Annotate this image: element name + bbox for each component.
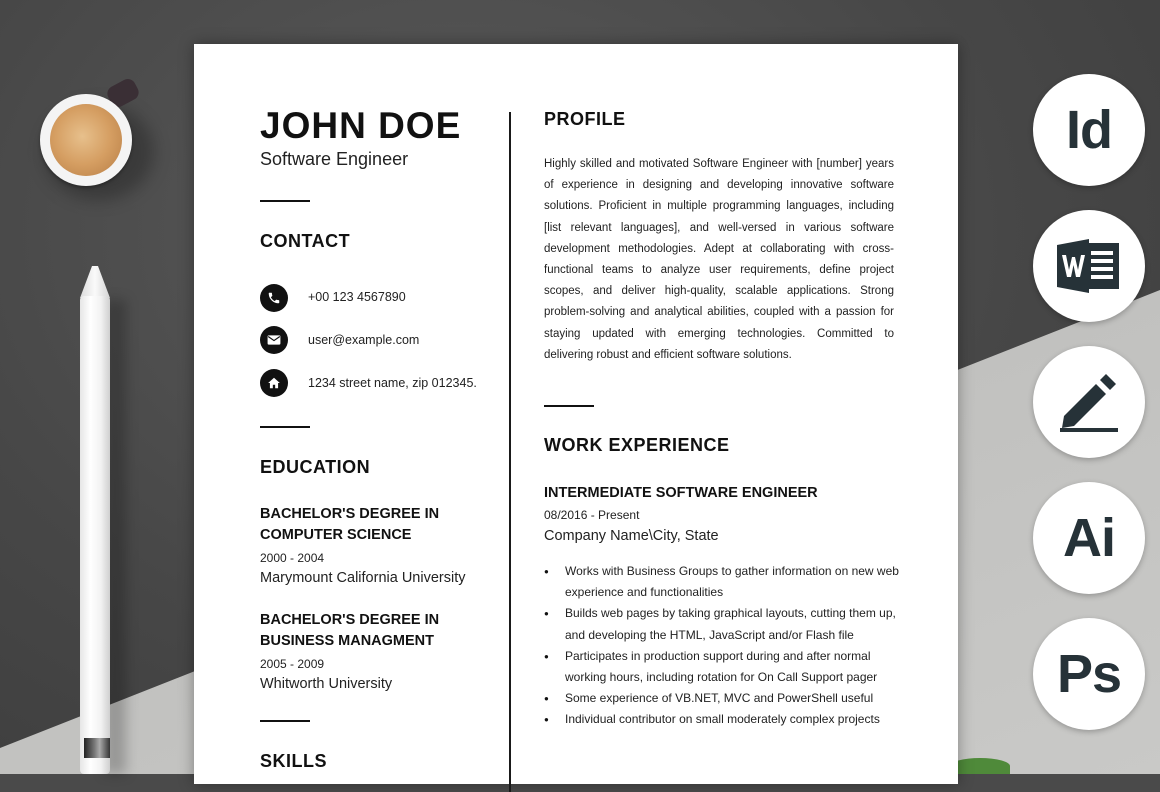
list-item: ● Participates in production support during and after normal working hours, including rotation for On Call Support pager [544, 646, 904, 688]
contact-address: 1234 street name, zip 012345. [308, 376, 477, 390]
degree-1-line1: BACHELOR'S DEGREE IN [260, 506, 440, 522]
pencil [80, 296, 110, 774]
degree-1-years: 2000 - 2004 [260, 551, 325, 565]
profile-heading: PROFILE [544, 109, 626, 129]
divider [544, 405, 594, 407]
skills-heading: SKILLS [260, 751, 328, 771]
work-heading: WORK EXPERIENCE [544, 435, 730, 455]
degree-2-line1: BACHELOR'S DEGREE IN [260, 612, 440, 628]
resume-page [194, 44, 958, 784]
degree-2-line2: BUSINESS MANAGMENT [260, 633, 435, 649]
resume-role: Software Engineer [260, 149, 409, 169]
contact-phone: +00 123 4567890 [308, 290, 406, 304]
home-icon [260, 369, 288, 397]
resume-name: JOHN DOE [260, 105, 462, 146]
email-icon [260, 326, 288, 354]
contact-email: user@example.com [308, 333, 420, 347]
list-item: ● Works with Business Groups to gather information on new web experience and functionalities [544, 561, 904, 603]
job-dates: 08/2016 - Present [544, 508, 640, 522]
divider [260, 720, 310, 722]
pencil-band [84, 738, 110, 758]
pen-icon [1033, 346, 1145, 458]
illustrator-label: Ai [1063, 508, 1115, 568]
job-bullets [544, 561, 904, 731]
indesign-label: Id [1066, 100, 1112, 160]
list-item: ● Some experience of VB.NET, MVC and PowerShell useful [544, 688, 904, 709]
illustrator-icon [1033, 482, 1145, 594]
photoshop-label: Ps [1056, 644, 1122, 704]
indesign-icon [1033, 74, 1145, 186]
degree-2-years: 2005 - 2009 [260, 657, 325, 671]
photoshop-icon [1033, 618, 1145, 730]
degree-2-school: Whitworth University [260, 676, 393, 692]
list-item: ● Builds web pages by taking graphical layouts, cutting them up, and developing the HTML, JavaScript and/or Flash file [544, 603, 904, 645]
contact-heading: CONTACT [260, 231, 351, 251]
phone-icon [260, 284, 288, 312]
divider [260, 426, 310, 428]
plant-leaf [950, 758, 1010, 774]
list-item: ● Individual contributor on small moderately complex projects [544, 709, 904, 730]
job-title: INTERMEDIATE SOFTWARE ENGINEER [544, 485, 818, 501]
education-heading: EDUCATION [260, 457, 371, 477]
word-icon [1033, 210, 1145, 322]
degree-1-school: Marymount California University [260, 570, 466, 586]
column-divider [509, 112, 511, 792]
job-company: Company Name\City, State [544, 528, 719, 544]
profile-text: Highly skilled and motivated Software Engineer with [number] years of experience in designing and developing innovative software solutions. Proficient in multiple programming languages, including [list relevant languages], and well-versed in various software development methodologies. Adept at collaborating with cross-functional teams to analyze user requirements, define project scopes, and deliver high-quality, scalable applications. Strong problem-solving and analytical abilities, coupled with a passion for staying updated with emerging technologies. Committed to delivering robust and efficient software solutions. [544, 158, 894, 361]
divider [260, 200, 310, 202]
degree-1-line2: COMPUTER SCIENCE [260, 527, 412, 543]
coffee [50, 104, 122, 176]
